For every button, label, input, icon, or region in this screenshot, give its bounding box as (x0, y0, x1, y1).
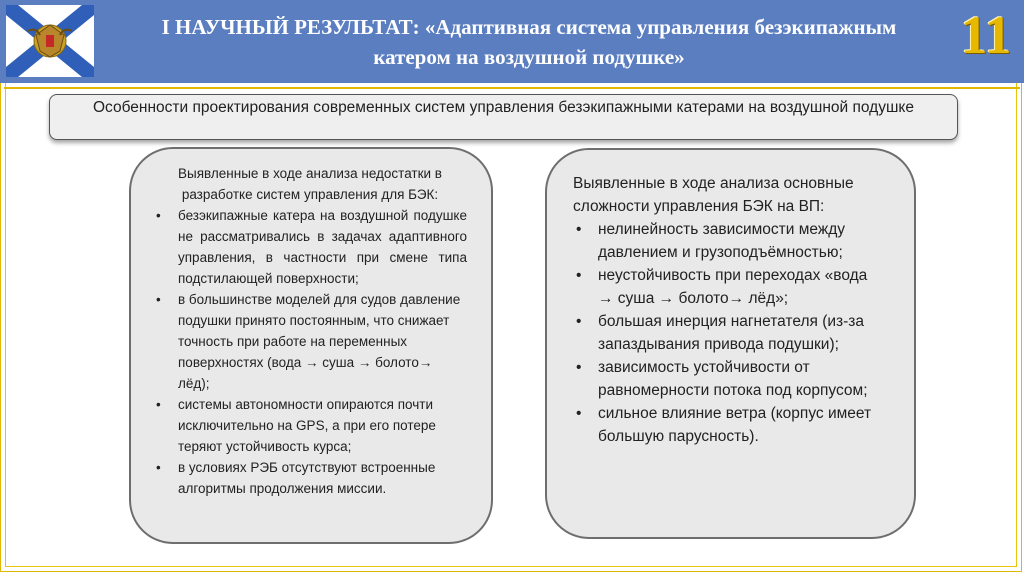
list-item-text: системы автономности опираются почти исключительно на GPS, а при его потере теряют устойчивость курса; (178, 397, 436, 454)
slide-title-line1: I НАУЧНЫЙ РЕЗУЛЬТАТ: «Адаптивная система управления безэкипажным (161, 15, 897, 39)
slide-header (0, 0, 1024, 83)
slide-page-number: 11 (960, 5, 1012, 65)
list-item-text: зависимость устойчивости от равномерности потока под корпусом; (598, 359, 868, 399)
list-item (573, 264, 886, 310)
list-item (153, 394, 467, 457)
list-item-text: в большинстве моделей для судов давление подушки принято постоянным, что снижает точность при работе на переменных поверхностях (вода → суша → болото→ лёд); (178, 292, 461, 391)
list-item (153, 457, 467, 499)
header-divider (4, 87, 1020, 89)
right-panel-difficulties (545, 148, 916, 539)
subheader-text: Особенности проектирования современных систем управления безэкипажными катерами на воздушной подушке (93, 99, 914, 116)
list-item-text: большая инерция нагнетателя (из-за запаздывания привода подушки); (598, 313, 865, 353)
list-item (153, 289, 467, 394)
left-panel-list (153, 205, 467, 499)
slide-title (100, 12, 958, 72)
list-item-text: неустойчивость при переходах «вода → суша → болото→ лёд»; (598, 267, 868, 307)
list-item (573, 218, 886, 264)
list-item-text: • безэкипажные катера на воздушной подушке не рассматривались в задачах адаптивного управления, в частности при смене типа подстилающей поверхности; (178, 208, 467, 286)
left-panel-shortcomings (129, 147, 493, 544)
right-panel-intro: Выявленные в ходе анализа основные сложности управления БЭК на ВП: (573, 175, 854, 215)
list-item-text: нелинейность зависимости между давлением и грузоподъёмностью; (598, 221, 846, 261)
list-item (573, 310, 886, 356)
right-panel-list (573, 218, 886, 448)
list-item-text: в условиях РЭБ отсутствуют встроенные алгоритмы продолжения миссии. (178, 460, 436, 496)
naval-flag-emblem-icon (6, 5, 94, 77)
left-panel-intro: Выявленные в ходе анализа недостатки в разработке систем управления для БЭК: (178, 166, 442, 202)
list-item (153, 205, 467, 289)
list-item-text: сильное влияние ветра (корпус имеет большую парусность). (598, 405, 872, 445)
subheader-box (49, 94, 958, 140)
list-item (573, 402, 886, 448)
slide-title-line2: катером на воздушной подушке» (373, 45, 685, 69)
list-item (573, 356, 886, 402)
